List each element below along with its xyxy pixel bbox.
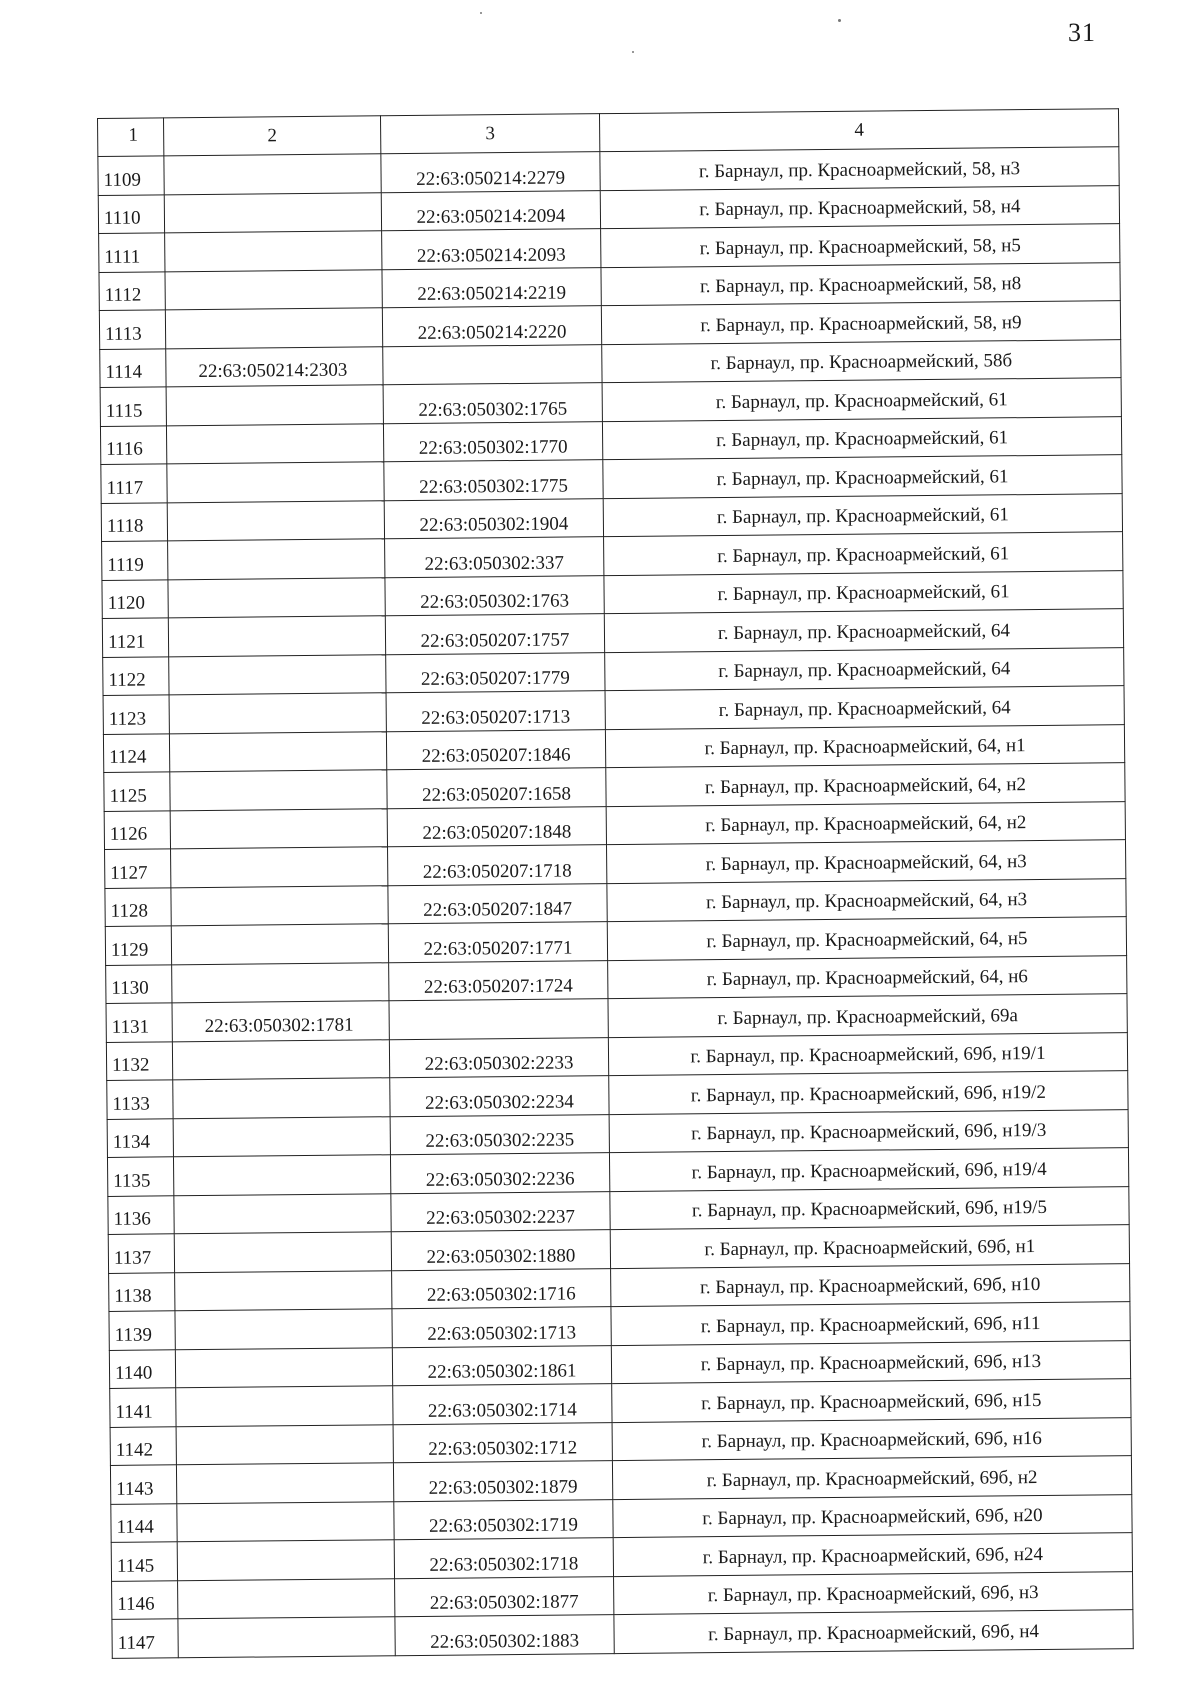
scan-speck: [838, 19, 841, 22]
row-number: 1122: [103, 656, 169, 695]
land-parcel-cell: [166, 385, 383, 426]
address-cell: [600, 147, 1119, 190]
row-number: 1127: [105, 849, 171, 888]
cadastral-cell: [393, 1461, 612, 1502]
address-cell: [605, 686, 1124, 729]
cadastral-number: 22:63:050214:2094: [416, 205, 566, 228]
cadastral-number: 22:63:050302:1880: [426, 1244, 576, 1268]
land-parcel-cell: [168, 577, 385, 618]
cadastral-number: 22:63:050302:1770: [418, 436, 568, 459]
land-parcel-cell: [168, 616, 385, 657]
cadastral-cell: [392, 1307, 611, 1348]
address-cell: [612, 1417, 1131, 1460]
cadastral-number: 22:63:050302:1763: [420, 590, 570, 613]
cadastral-number: 22:63:050214:2219: [417, 282, 567, 305]
address-cell: [601, 224, 1120, 267]
land-parcel-number: [179, 1652, 395, 1657]
land-parcel-cell: [166, 423, 383, 464]
address-text: г. Барнаул, пр. Красноармейский, 64, н3: [705, 850, 1027, 875]
address-text: г. Барнаул, пр. Красноармейский, 69б, н3: [707, 1582, 1039, 1607]
cadastral-number: 22:63:050214:2093: [416, 244, 566, 267]
land-parcel-cell: [178, 1578, 395, 1619]
address-cell: [614, 1610, 1133, 1653]
land-parcel-cell: [165, 269, 382, 310]
cadastral-cell: [382, 229, 601, 270]
address-cell: [611, 1263, 1130, 1306]
address-text: г. Барнаул, пр. Красноармейский, 69б, н19/2: [690, 1081, 1047, 1106]
address-cell: [609, 1109, 1128, 1152]
row-number: 1129: [105, 926, 171, 965]
cadastral-cell: [394, 1499, 613, 1540]
land-parcel-cell: [172, 1001, 389, 1042]
land-parcel-cell: [171, 885, 388, 926]
address-text: г. Барнаул, пр. Красноармейский, 64, н6: [706, 966, 1028, 991]
address-cell: [613, 1494, 1132, 1537]
cadastral-number: 22:63:050302:1718: [429, 1552, 579, 1576]
cadastral-cell: [381, 152, 600, 193]
address-cell: [605, 724, 1124, 767]
row-number: 1118: [101, 502, 167, 541]
land-parcel-cell: [164, 154, 381, 195]
address-cell: [612, 1456, 1131, 1499]
land-parcel-cell: [172, 962, 389, 1003]
cadastral-cell: [383, 383, 602, 424]
cadastral-cell: [391, 1230, 610, 1271]
address-cell: [614, 1571, 1133, 1614]
cadastral-number: 22:63:050302:1904: [419, 513, 569, 536]
land-parcel-cell: [176, 1424, 393, 1465]
cadastral-cell: [389, 999, 608, 1040]
header-col-1: 1: [98, 118, 164, 157]
row-number: 1137: [108, 1234, 174, 1273]
registry-table: [97, 108, 1134, 1658]
cadastral-number: 22:63:050302:2235: [425, 1129, 575, 1152]
cadastral-number: 22:63:050302:1877: [429, 1591, 579, 1614]
cadastral-number: 22:63:050302:1712: [428, 1437, 578, 1460]
cadastral-number: 22:63:050207:1724: [423, 975, 573, 998]
address-text: г. Барнаул, пр. Красноармейский, 69б, н15: [701, 1389, 1042, 1414]
address-text: г. Барнаул, пр. Красноармейский, 58б: [710, 350, 1013, 375]
address-text: г. Барнаул, пр. Красноармейский, 64: [718, 658, 1011, 683]
land-parcel-cell: [170, 808, 387, 849]
cadastral-cell: [388, 883, 607, 924]
address-text: г. Барнаул, пр. Красноармейский, 64, н2: [705, 812, 1027, 837]
address-text: г. Барнаул, пр. Красноармейский, 64: [718, 696, 1011, 721]
cadastral-cell: [393, 1384, 612, 1425]
address-cell: [603, 455, 1122, 498]
cadastral-number: 22:63:050207:1718: [422, 859, 572, 883]
scan-speck: [480, 12, 482, 14]
cadastral-cell: [390, 1114, 609, 1155]
address-text: г. Барнаул, пр. Красноармейский, 69б, н13: [700, 1350, 1042, 1376]
cadastral-number: 22:63:050302:1879: [428, 1475, 578, 1499]
row-number: 1138: [109, 1272, 175, 1311]
address-cell: [604, 609, 1123, 652]
address-text: г. Барнаул, пр. Красноармейский, 69б, н19/4: [691, 1158, 1047, 1183]
cadastral-number: 22:63:050207:1713: [421, 705, 571, 729]
cadastral-cell: [383, 421, 602, 462]
address-cell: [607, 878, 1126, 921]
address-text: г. Барнаул, пр. Красноармейский, 58, н3: [698, 157, 1021, 182]
row-number: 1115: [100, 387, 166, 426]
land-parcel-cell: [166, 346, 383, 387]
address-cell: [603, 493, 1122, 536]
land-parcel-cell: [169, 693, 386, 734]
land-parcel-cell: [172, 1039, 389, 1080]
land-parcel-cell: [173, 1078, 390, 1119]
address-cell: [601, 262, 1120, 305]
land-parcel-cell: [175, 1347, 392, 1388]
row-number: 1143: [110, 1465, 176, 1504]
cadastral-number: 22:63:050214:2220: [417, 321, 567, 344]
row-number: 1124: [103, 733, 169, 772]
cadastral-number: 22:63:050207:1771: [423, 936, 573, 960]
address-text: г. Барнаул, пр. Красноармейский, 61: [717, 581, 1010, 606]
address-cell: [606, 840, 1125, 883]
row-number: 1109: [98, 156, 164, 195]
row-number: 1126: [104, 810, 170, 849]
cadastral-cell: [385, 575, 604, 616]
cadastral-cell: [383, 344, 602, 385]
header-col-2: 2: [164, 116, 381, 156]
row-number: 1145: [111, 1542, 177, 1581]
cadastral-number: 22:63:050207:1848: [422, 821, 572, 844]
address-cell: [611, 1302, 1130, 1345]
address-cell: [608, 1032, 1127, 1075]
address-cell: [609, 1148, 1128, 1191]
land-parcel-cell: [168, 539, 385, 580]
cadastral-cell: [390, 1153, 609, 1194]
address-text: г. Барнаул, пр. Красноармейский, 69б, н19/5: [691, 1196, 1048, 1222]
row-number: 1139: [109, 1311, 175, 1350]
land-parcel-cell: [171, 847, 388, 888]
address-text: г. Барнаул, пр. Красноармейский, 64, н1: [704, 735, 1026, 760]
address-cell: [600, 185, 1119, 228]
cadastral-number: 22:63:050302:1883: [430, 1629, 580, 1653]
row-number: 1144: [111, 1503, 177, 1542]
cadastral-number: 22:63:050207:1658: [421, 782, 572, 806]
address-cell: [605, 647, 1124, 690]
row-number: 1110: [98, 194, 164, 233]
cadastral-cell: [385, 537, 604, 578]
land-parcel-cell: [174, 1232, 391, 1273]
land-parcel-cell: [171, 924, 388, 965]
address-text: г. Барнаул, пр. Красноармейский, 58, н4: [699, 196, 1021, 221]
cadastral-cell: [386, 691, 605, 732]
address-cell: [606, 763, 1125, 806]
address-text: г. Барнаул, пр. Красноармейский, 69б, н4: [708, 1620, 1040, 1645]
row-number: 1121: [102, 618, 168, 657]
row-number: 1146: [112, 1580, 178, 1619]
row-number: 1134: [107, 1118, 173, 1157]
cadastral-cell: [386, 652, 605, 693]
address-text: г. Барнаул, пр. Красноармейский, 61: [716, 427, 1009, 452]
land-parcel-cell: [176, 1386, 393, 1427]
address-text: г. Барнаул, пр. Красноармейский, 69б, н2: [706, 1466, 1038, 1491]
row-number: 1125: [104, 772, 170, 811]
row-number: 1135: [107, 1157, 173, 1196]
row-number: 1128: [105, 887, 171, 926]
cadastral-number: 22:63:050302:2233: [424, 1052, 574, 1075]
address-cell: [610, 1186, 1129, 1229]
address-cell: [607, 917, 1126, 960]
row-number: 1136: [108, 1195, 174, 1234]
address-cell: [604, 570, 1123, 613]
address-cell: [613, 1533, 1132, 1576]
land-parcel-cell: [165, 308, 382, 349]
address-text: г. Барнаул, пр. Красноармейский, 69б, н11: [700, 1312, 1041, 1337]
cadastral-number: 22:63:050214:2279: [416, 167, 566, 190]
address-text: г. Барнаул, пр. Красноармейский, 64: [717, 619, 1011, 644]
row-number: 1141: [110, 1388, 176, 1427]
header-col-4: 4: [599, 109, 1118, 152]
cadastral-number: 22:63:050302:2237: [426, 1206, 576, 1229]
cadastral-number: 22:63:050302:1713: [427, 1321, 577, 1345]
cadastral-number: 22:63:050302:1714: [427, 1398, 577, 1422]
row-number: 1116: [100, 425, 166, 464]
address-cell: [608, 994, 1127, 1037]
cadastral-cell: [382, 306, 601, 347]
address-cell: [606, 801, 1125, 844]
cadastral-cell: [393, 1422, 612, 1463]
address-text: г. Барнаул, пр. Красноармейский, 69б, н24: [702, 1543, 1044, 1568]
address-text: г. Барнаул, пр. Красноармейский, 64, н5: [706, 927, 1028, 952]
address-cell: [610, 1225, 1129, 1268]
cadastral-number: 22:63:050207:1779: [420, 667, 570, 690]
cadastral-number: 22:63:050207:1846: [421, 744, 571, 767]
cadastral-number: 22:63:050302:1719: [429, 1514, 579, 1537]
cadastral-number: 22:63:050302:1765: [418, 398, 568, 421]
row-number: 1130: [106, 964, 172, 1003]
cadastral-cell: [395, 1615, 614, 1656]
cadastral-cell: [395, 1576, 614, 1617]
address-cell: [608, 955, 1127, 998]
row-number: 1147: [112, 1619, 178, 1658]
land-parcel-cell: [175, 1309, 392, 1350]
cadastral-cell: [387, 806, 606, 847]
cadastral-number: 22:63:050302:1716: [426, 1283, 576, 1306]
row-number: 1133: [107, 1080, 173, 1119]
header-col-3: 3: [380, 114, 599, 154]
land-parcel-cell: [170, 770, 387, 811]
cadastral-cell: [392, 1268, 611, 1309]
cadastral-cell: [385, 614, 604, 655]
cadastral-cell: [384, 498, 603, 539]
cadastral-cell: [387, 768, 606, 809]
cadastral-cell: [394, 1538, 613, 1579]
address-cell: [602, 416, 1121, 459]
cadastral-cell: [384, 460, 603, 501]
address-text: г. Барнаул, пр. Красноармейский, 61: [716, 504, 1009, 529]
cadastral-cell: [390, 1076, 609, 1117]
row-number: 1123: [103, 695, 169, 734]
land-parcel-cell: [165, 231, 382, 272]
row-number: 1111: [99, 233, 165, 272]
address-text: г. Барнаул, пр. Красноармейский, 58, н8: [699, 273, 1022, 298]
page-number: 31: [1068, 18, 1096, 47]
row-number: 1112: [99, 271, 165, 310]
land-parcel-cell: [177, 1501, 394, 1542]
row-number: 1132: [106, 1041, 172, 1080]
address-text: г. Барнаул, пр. Красноармейский, 69б, н20: [702, 1504, 1043, 1530]
cadastral-cell: [382, 267, 601, 308]
land-parcel-cell: [169, 731, 386, 772]
scan-speck: [632, 51, 634, 53]
land-parcel-cell: [178, 1617, 395, 1658]
address-cell: [612, 1379, 1131, 1422]
land-parcel-cell: [173, 1116, 390, 1157]
address-text: г. Барнаул, пр. Красноармейский, 61: [715, 388, 1008, 413]
address-text: г. Барнаул, пр. Красноармейский, 69а: [717, 1004, 1018, 1029]
land-parcel-cell: [169, 654, 386, 695]
cadastral-number: 22:63:050207:1757: [420, 628, 570, 652]
cadastral-cell: [389, 1037, 608, 1078]
cadastral-cell: [388, 845, 607, 886]
address-text: г. Барнаул, пр. Красноармейский, 58, н5: [699, 234, 1021, 259]
address-cell: [601, 301, 1120, 344]
land-parcel-cell: [174, 1193, 391, 1234]
land-parcel-cell: [167, 462, 384, 503]
address-text: г. Барнаул, пр. Красноармейский, 69б, н19/1: [690, 1042, 1046, 1068]
cadastral-number: 22:63:050302:2236: [425, 1167, 575, 1191]
cadastral-cell: [386, 729, 605, 770]
address-cell: [602, 378, 1121, 421]
cadastral-number: 22:63:050207:1847: [423, 898, 573, 921]
address-text: г. Барнаул, пр. Красноармейский, 58, н9: [700, 311, 1022, 336]
land-parcel-cell: [164, 192, 381, 233]
address-cell: [602, 339, 1121, 382]
land-parcel-cell: [173, 1155, 390, 1196]
row-number: 1117: [101, 464, 167, 503]
address-cell: [611, 1340, 1130, 1383]
address-text: г. Барнаул, пр. Красноармейский, 69б, н10: [700, 1273, 1041, 1299]
cadastral-cell: [389, 960, 608, 1001]
land-parcel-number: 22:63:050302:1781: [204, 1014, 354, 1037]
land-parcel-cell: [167, 500, 384, 541]
address-text: г. Барнаул, пр. Красноармейский, 64, н2: [704, 773, 1027, 798]
cadastral-number: 22:63:050302:1861: [427, 1360, 577, 1383]
row-number: 1131: [106, 1003, 172, 1042]
row-number: 1114: [100, 348, 166, 387]
cadastral-number: 22:63:050302:337: [424, 552, 565, 575]
address-text: г. Барнаул, пр. Красноармейский, 61: [717, 542, 1010, 567]
land-parcel-cell: [175, 1270, 392, 1311]
land-parcel-cell: [176, 1463, 393, 1504]
row-number: 1119: [102, 541, 168, 580]
address-cell: [604, 532, 1123, 575]
land-parcel-number: 22:63:050214:2303: [198, 359, 348, 383]
row-number: 1113: [99, 310, 165, 349]
registry-table-wrapper: [97, 108, 1124, 1658]
cadastral-cell: [391, 1191, 610, 1232]
land-parcel-cell: [177, 1540, 394, 1581]
cadastral-cell: [392, 1345, 611, 1386]
row-number: 1120: [102, 579, 168, 618]
cadastral-number: 22:63:050302:1775: [419, 474, 569, 498]
address-text: г. Барнаул, пр. Красноармейский, 61: [716, 465, 1009, 490]
address-cell: [609, 1071, 1128, 1114]
address-text: г. Барнаул, пр. Красноармейский, 69б, н19/3: [691, 1119, 1047, 1145]
row-number: 1142: [110, 1426, 176, 1465]
cadastral-number: 22:63:050302:2234: [424, 1090, 574, 1114]
address-text: г. Барнаул, пр. Красноармейский, 69б, н1: [704, 1235, 1036, 1260]
address-text: г. Барнаул, пр. Красноармейский, 64, н3: [705, 889, 1028, 914]
cadastral-cell: [388, 922, 607, 963]
address-text: г. Барнаул, пр. Красноармейский, 69б, н16: [701, 1427, 1042, 1453]
cadastral-cell: [381, 190, 600, 231]
row-number: 1140: [109, 1349, 175, 1388]
